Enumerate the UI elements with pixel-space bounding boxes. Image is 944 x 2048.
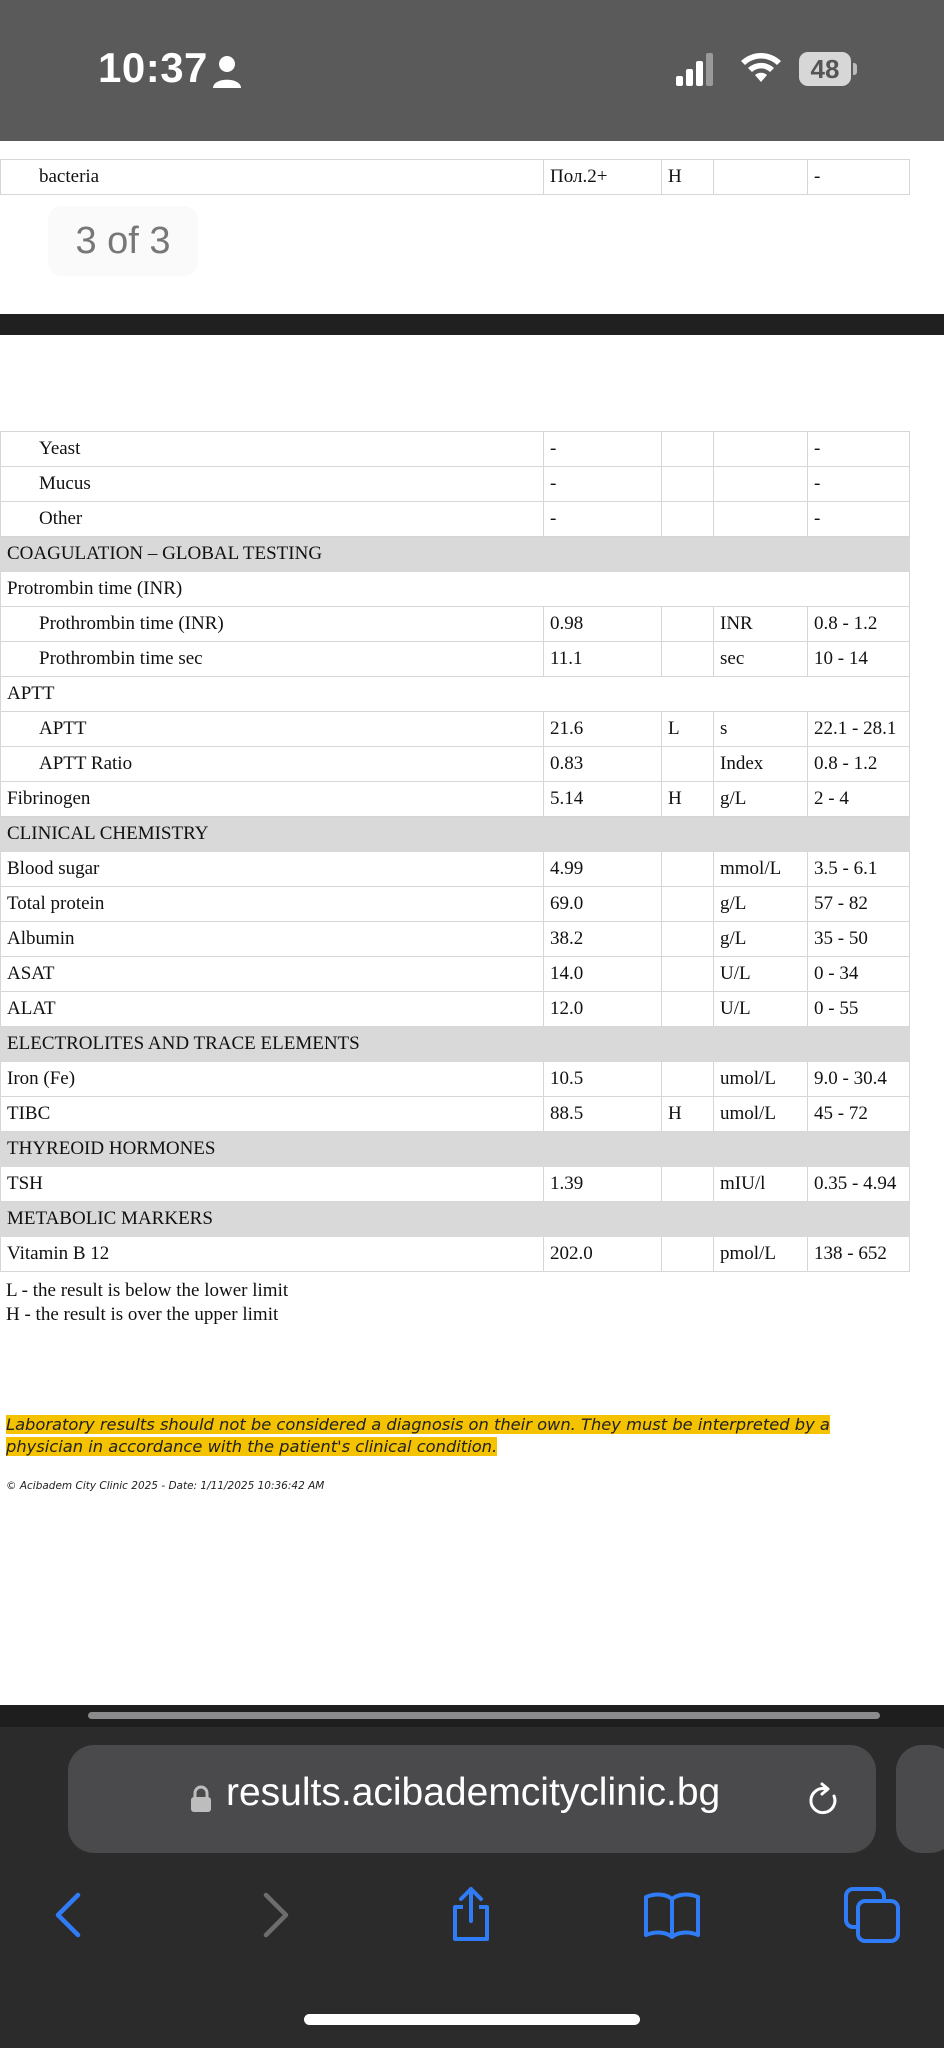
test-unit: g/L	[714, 782, 808, 817]
battery-level: 48	[810, 54, 840, 84]
person-icon	[212, 55, 242, 89]
group-header	[1, 677, 910, 712]
test-name: Iron (Fe)	[1, 1062, 544, 1097]
browser-toolbar	[0, 1705, 944, 2048]
test-value: 69.0	[544, 887, 662, 922]
test-value: 14.0	[544, 957, 662, 992]
back-icon[interactable]	[40, 1885, 100, 1945]
test-ref: 35 - 50	[808, 922, 910, 957]
group-title: APTT	[1, 677, 910, 712]
forward-icon[interactable]	[244, 1885, 304, 1945]
test-ref: 3.5 - 6.1	[808, 852, 910, 887]
test-flag	[662, 992, 714, 1027]
test-unit: s	[714, 712, 808, 747]
test-unit: INR	[714, 607, 808, 642]
section-title: THYREOID HORMONES	[1, 1132, 910, 1167]
test-name: Blood sugar	[1, 852, 544, 887]
home-indicator	[304, 2014, 640, 2025]
test-value: 21.6	[544, 712, 662, 747]
table-row	[1, 887, 910, 922]
test-name: TIBC	[1, 1097, 544, 1132]
test-unit: U/L	[714, 957, 808, 992]
test-unit: g/L	[714, 922, 808, 957]
table-row	[1, 1167, 910, 1202]
test-name: ALAT	[1, 992, 544, 1027]
test-flag	[662, 467, 714, 502]
table-row	[1, 1237, 910, 1272]
legend-low: L - the result is below the lower limit	[6, 1280, 289, 1301]
test-flag: H	[662, 782, 714, 817]
group-title: Protrombin time (INR)	[1, 572, 910, 607]
section-header	[1, 1132, 910, 1167]
scroll-track	[0, 1705, 944, 1727]
table-row	[1, 782, 910, 817]
table-row	[1, 852, 910, 887]
section-header	[1, 537, 910, 572]
test-unit	[714, 160, 808, 195]
battery-icon	[799, 52, 851, 86]
table-row	[1, 642, 910, 677]
test-ref: 2 - 4	[808, 782, 910, 817]
table-row	[1, 747, 910, 782]
section-title: COAGULATION – GLOBAL TESTING	[1, 537, 910, 572]
test-value: -	[544, 432, 662, 467]
test-flag	[662, 887, 714, 922]
table-row	[1, 467, 910, 502]
url-text: results.acibademcityclinic.bg	[226, 1771, 721, 1814]
test-ref: 0.35 - 4.94	[808, 1167, 910, 1202]
test-flag	[662, 1167, 714, 1202]
test-name: Fibrinogen	[1, 782, 544, 817]
test-ref: 22.1 - 28.1	[808, 712, 910, 747]
test-name: TSH	[1, 1167, 544, 1202]
test-value: 12.0	[544, 992, 662, 1027]
test-unit	[714, 432, 808, 467]
table-row	[1, 922, 910, 957]
table-row	[1, 712, 910, 747]
test-value: 5.14	[544, 782, 662, 817]
test-ref: -	[808, 160, 910, 195]
test-unit: g/L	[714, 887, 808, 922]
section-header	[1, 1202, 910, 1237]
test-flag	[662, 747, 714, 782]
test-name: bacteria	[1, 160, 544, 195]
test-ref: -	[808, 502, 910, 537]
reload-icon[interactable]	[804, 1781, 842, 1819]
table-row	[1, 502, 910, 537]
share-icon[interactable]	[441, 1885, 501, 1945]
test-value: -	[544, 467, 662, 502]
status-bar	[0, 0, 944, 141]
tabs-icon[interactable]	[842, 1885, 902, 1945]
test-name: Vitamin B 12	[1, 1237, 544, 1272]
test-flag	[662, 852, 714, 887]
table-row	[1, 1062, 910, 1097]
address-bar[interactable]	[68, 1745, 876, 1853]
lock-icon	[190, 1785, 212, 1813]
test-flag	[662, 922, 714, 957]
table-row	[1, 160, 910, 195]
table-row	[1, 607, 910, 642]
test-value: 88.5	[544, 1097, 662, 1132]
test-name: Other	[1, 502, 544, 537]
test-name: APTT	[1, 712, 544, 747]
test-value: 0.98	[544, 607, 662, 642]
test-flag: L	[662, 712, 714, 747]
test-unit: umol/L	[714, 1097, 808, 1132]
test-flag	[662, 607, 714, 642]
test-unit	[714, 502, 808, 537]
page-indicator: 3 of 3	[48, 206, 198, 276]
test-flag	[662, 432, 714, 467]
test-name: APTT Ratio	[1, 747, 544, 782]
test-unit: umol/L	[714, 1062, 808, 1097]
section-header	[1, 1027, 910, 1062]
legend-high: H - the result is over the upper limit	[6, 1304, 279, 1325]
test-ref: 0.8 - 1.2	[808, 607, 910, 642]
battery-cap	[853, 63, 857, 75]
section-title: ELECTROLITES AND TRACE ELEMENTS	[1, 1027, 910, 1062]
table-row	[1, 432, 910, 467]
group-header	[1, 572, 910, 607]
test-value: 10.5	[544, 1062, 662, 1097]
test-value: Пол.2+	[544, 160, 662, 195]
status-time: 10:37	[98, 44, 208, 91]
table-row	[1, 992, 910, 1027]
test-ref: 45 - 72	[808, 1097, 910, 1132]
section-title: METABOLIC MARKERS	[1, 1202, 910, 1237]
test-value: 1.39	[544, 1167, 662, 1202]
test-flag: H	[662, 160, 714, 195]
test-value: -	[544, 502, 662, 537]
test-flag	[662, 1237, 714, 1272]
test-ref: 138 - 652	[808, 1237, 910, 1272]
wifi-icon	[740, 52, 782, 84]
top-results-table	[0, 159, 910, 195]
test-name: Mucus	[1, 467, 544, 502]
section-header	[1, 817, 910, 852]
test-value: 0.83	[544, 747, 662, 782]
table-row	[1, 1097, 910, 1132]
test-unit: mIU/l	[714, 1167, 808, 1202]
test-value: 4.99	[544, 852, 662, 887]
test-flag	[662, 502, 714, 537]
test-flag	[662, 642, 714, 677]
test-name: Prothrombin time (INR)	[1, 607, 544, 642]
page-divider	[0, 314, 944, 335]
test-unit: U/L	[714, 992, 808, 1027]
test-ref: -	[808, 432, 910, 467]
next-tab-preview[interactable]	[896, 1745, 944, 1853]
disclaimer-text: Laboratory results should not be considered a diagnosis on their own. They must be interpreted by a physician in accordance with the patient's clinical condition.	[6, 1415, 830, 1456]
test-name: Prothrombin time sec	[1, 642, 544, 677]
test-flag: H	[662, 1097, 714, 1132]
test-flag	[662, 957, 714, 992]
test-unit: Index	[714, 747, 808, 782]
test-name: Yeast	[1, 432, 544, 467]
test-name: Albumin	[1, 922, 544, 957]
bookmarks-icon[interactable]	[642, 1885, 702, 1945]
disclaimer-notice	[6, 1414, 906, 1458]
test-ref: 0.8 - 1.2	[808, 747, 910, 782]
horizontal-scrollbar[interactable]	[88, 1712, 880, 1719]
cellular-signal-icon	[676, 52, 714, 86]
test-unit: mmol/L	[714, 852, 808, 887]
test-ref: 10 - 14	[808, 642, 910, 677]
results-table	[0, 431, 910, 1272]
test-flag	[662, 1062, 714, 1097]
test-value: 11.1	[544, 642, 662, 677]
test-ref: 57 - 82	[808, 887, 910, 922]
test-unit	[714, 467, 808, 502]
test-unit: pmol/L	[714, 1237, 808, 1272]
test-value: 202.0	[544, 1237, 662, 1272]
section-title: CLINICAL CHEMISTRY	[1, 817, 910, 852]
test-name: Total protein	[1, 887, 544, 922]
test-ref: -	[808, 467, 910, 502]
test-name: ASAT	[1, 957, 544, 992]
test-ref: 0 - 55	[808, 992, 910, 1027]
copyright-text: © Acibadem City Clinic 2025 - Date: 1/11/2025 10:36:42 AM	[6, 1480, 325, 1492]
test-value: 38.2	[544, 922, 662, 957]
test-unit: sec	[714, 642, 808, 677]
test-ref: 9.0 - 30.4	[808, 1062, 910, 1097]
test-ref: 0 - 34	[808, 957, 910, 992]
table-row	[1, 957, 910, 992]
